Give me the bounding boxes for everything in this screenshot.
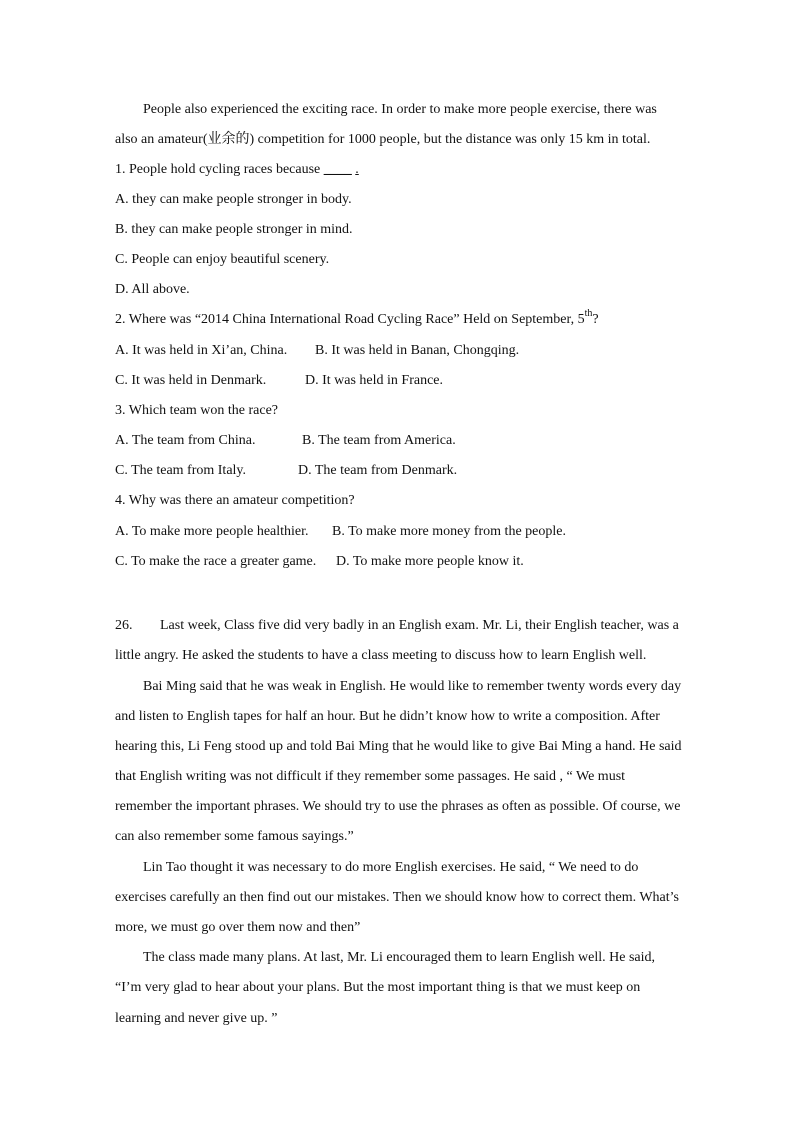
passage-line: and listen to English tapes for half an hour. But he didn’t know how to write a composition. After xyxy=(115,709,660,724)
question-4-options-row-1 xyxy=(115,523,566,541)
passage-line: learning and never give up. ” xyxy=(115,1011,278,1026)
passage-line: that English writing was not difficult if they remember some passages. He said , “ We must xyxy=(115,769,626,784)
question-3-options-row-1 xyxy=(115,432,456,450)
question-4-options-row-2 xyxy=(115,553,524,571)
passage-line: remember the important phrases. We should try to use the phrases as often as possible. Of course, we xyxy=(115,799,681,814)
question-4-option-b: B. To make more money from the people. xyxy=(332,524,566,539)
passage-line: hearing this, Li Feng stood up and told Bai Ming that he would like to give Bai Ming a hand. He said xyxy=(115,739,682,754)
question-2-option-b: B. It was held in Banan, Chongqing. xyxy=(315,343,520,358)
question-2-option-d: D. It was held in France. xyxy=(305,373,444,388)
question-2-option-a: A. It was held in Xi’an, China. xyxy=(115,343,288,358)
question-1-option-b: B. they can make people stronger in mind. xyxy=(115,222,353,237)
ordinal-superscript: th xyxy=(584,308,593,320)
passage-line: “I’m very glad to hear about your plans. But the most important thing is that we must keep on xyxy=(115,980,641,995)
question-2-options-row-2 xyxy=(115,372,443,390)
question-1-option-a: A. they can make people stronger in body. xyxy=(115,192,352,207)
passage-line: Lin Tao thought it was necessary to do more English exercises. He said, “ We need to do xyxy=(143,860,639,875)
passage-line: Bai Ming said that he was weak in English. He would like to remember twenty words every day xyxy=(143,679,682,694)
passage-paragraph-line: also an amateur(业余的) competition for 1000 people, but the distance was only 15 km in total. xyxy=(115,132,651,147)
passage-number: 26. xyxy=(115,618,133,633)
question-3-option-c: C. The team from Italy. xyxy=(115,463,247,478)
question-3-option-d: D. The team from Denmark. xyxy=(298,463,458,478)
passage-line: more, we must go over them now and then” xyxy=(115,920,361,935)
question-4-option-a: A. To make more people healthier. xyxy=(115,524,309,539)
question-3-option-a: A. The team from China. xyxy=(115,433,256,448)
passage-paragraph-line: People also experienced the exciting race. In order to make more people exercise, there was xyxy=(143,102,657,117)
question-1-stem: 1. People hold cycling races because ____ . xyxy=(115,162,359,177)
question-1-option-c: C. People can enjoy beautiful scenery. xyxy=(115,252,330,267)
question-2-stem: 2. Where was “2014 China International Road Cycling Race” Held on September, 5th? xyxy=(115,308,599,327)
question-1-option-d: D. All above. xyxy=(115,282,190,297)
question-3-stem: 3. Which team won the race? xyxy=(115,403,279,418)
passage-26-first-line: 26. Last week, Class five did very badly in an English exam. Mr. Li, their English teacher, was a xyxy=(115,618,679,633)
question-3-options-row-2 xyxy=(115,462,457,480)
question-2-options-row-1 xyxy=(115,342,519,360)
question-3-option-b: B. The team from America. xyxy=(302,433,456,448)
passage-line: can also remember some famous sayings.” xyxy=(115,829,354,844)
question-2-option-c: C. It was held in Denmark. xyxy=(115,373,267,388)
passage-line: little angry. He asked the students to have a class meeting to discuss how to learn English well. xyxy=(115,648,647,663)
question-4-stem: 4. Why was there an amateur competition? xyxy=(115,493,355,508)
answer-blank: ____ xyxy=(323,162,352,177)
question-4-option-d: D. To make more people know it. xyxy=(336,554,524,569)
question-4-option-c: C. To make the race a greater game. xyxy=(115,554,317,569)
passage-line: The class made many plans. At last, Mr. Li encouraged them to learn English well. He said, xyxy=(143,950,656,965)
passage-line: exercises carefully an then find out our mistakes. Then we should know how to correct them. What’s xyxy=(115,890,679,905)
